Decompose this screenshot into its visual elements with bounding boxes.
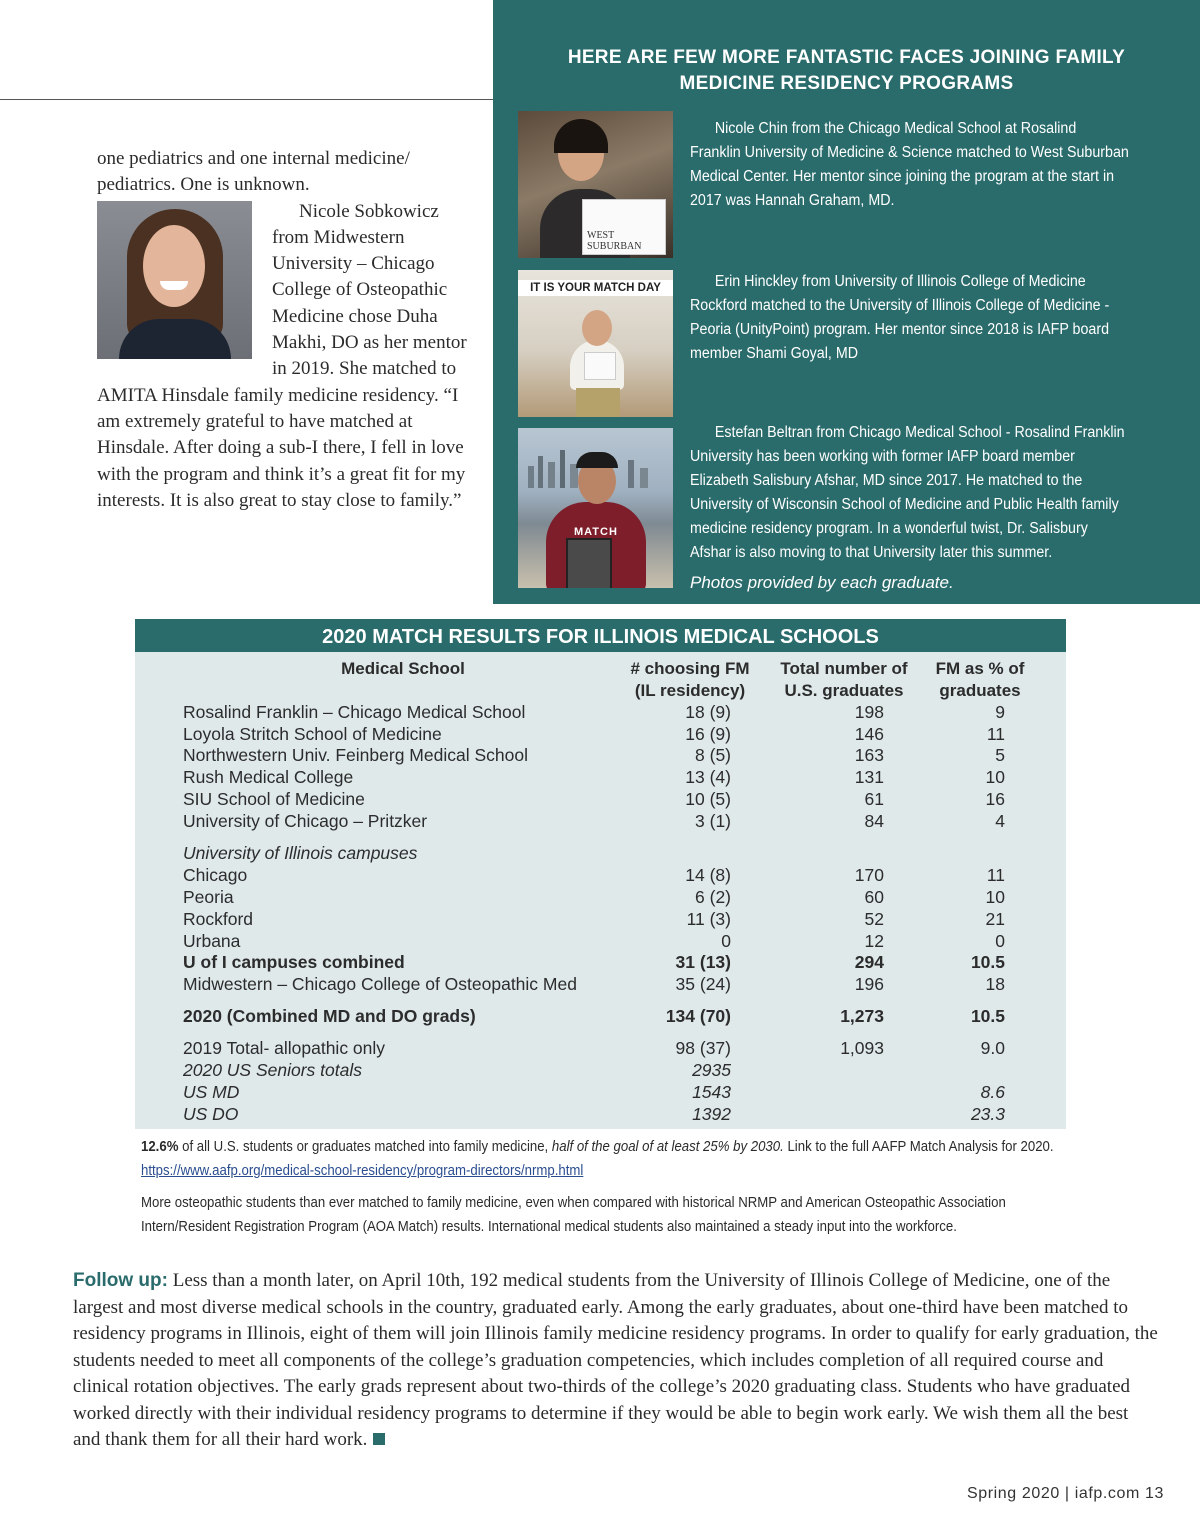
table-row-total: 2020 (Combined MD and DO grads) 134 (70) 1,273 10.5: [183, 1006, 1005, 1026]
left-para-1: one pediatrics and one internal medicine/ pediatrics. One is unknown.: [97, 148, 410, 196]
note-match-percent: 12.6% of all U.S. students or graduates matched into family medicine, half of the goal of at least 25% by 2030. Link to the full AAFP Match Analysis for 2020. https://www.aafp.org/medical-school-residency/program-directors/nrmp.html: [141, 1138, 1054, 1179]
table-row: US MD 1543 8.6: [183, 1082, 1005, 1102]
table-row: Rockford 11 (3) 52 21: [183, 909, 1005, 929]
table-row: University of Chicago – Pritzker 3 (1) 84 4: [183, 811, 1005, 831]
profile-erin-hinckley: Erin Hinckley from University of Illinois College of Medicine Rockford matched to the University of Illinois College of Medicine - Peoria (UnityPoint) program. Her mentor since 2018 is IAFP board member Shami Goyal, MD: [690, 273, 1110, 362]
end-mark-icon: [373, 1433, 385, 1445]
follow-up-paragraph: Follow up: Less than a month later, on April 10th, 192 medical students from the University of Illinois College of Medicine, one of the largest and most diverse medical schools in the country, graduated early. Among the early graduates, about one-third have been matched to residency programs in Illinois, eight of them will join Illinois family medicine residency programs. In order to qualify for early graduation, the students needed to meet all components of the college’s graduation competencies, which includes completion of all required course and clinical rotation objectives. The early grads represent about two-thirds of the college’s 2020 graduating class. Students who have graduated worked directly with their individual residency programs to determine if they would be able to begin work early. We wish them all the best and thank them for all their hard work.: [73, 1270, 1158, 1450]
table-row: Midwestern – Chicago College of Osteopathic Med 35 (24) 196 18: [183, 974, 1005, 994]
table-row-subheading: University of Illinois campuses: [183, 843, 418, 863]
left-para-2: Nicole Sobkowicz from Midwestern University – Chicago College of Osteopathic Medicine chose Duha Makhi, DO as her mentor in 2019. She matched to AMITA Hinsdale family medicine residency. “I am extremely grateful to have matched at Hinsdale. After doing a sub-I there, I fell in love with the program and think it’s a great fit for my interests. It is also great to stay close to family.”: [97, 200, 467, 511]
nicole-chin-photo: [518, 111, 673, 258]
profile-nicole-chin: Nicole Chin from the Chicago Medical School at Rosalind Franklin University of Medicine & Science matched to West Suburban Medical Center. Her mentor since joining the program at the start in 2017 was Hannah Graham, MD.: [690, 120, 1129, 209]
col-header-pct: FM as % of graduates: [935, 659, 1025, 700]
table-row: Chicago 14 (8) 170 11: [183, 865, 1005, 885]
col-header-total: Total number of U.S. graduates: [780, 659, 908, 700]
table-row: Rush Medical College 13 (4) 131 10: [183, 767, 1005, 787]
table-row: Northwestern Univ. Feinberg Medical School 8 (5) 163 5: [183, 745, 1005, 765]
left-column: [97, 146, 471, 514]
table-row: 2019 Total- allopathic only 98 (37) 1,093 9.0: [183, 1038, 1005, 1058]
table-row: 2020 US Seniors totals 2935: [183, 1060, 731, 1080]
col-header-school: Medical School: [341, 659, 465, 678]
profile-estefan-beltran: Estefan Beltran from Chicago Medical School - Rosalind Franklin University has been working with former IAFP board member Elizabeth Salisbury Afshar, MD since 2017. He matched to the University of Wisconsin School of Medicine and Public Health family medicine residency program. In a wonderful twist, Dr. Salisbury Afshar is also moving to that University later this summer.: [690, 424, 1125, 561]
follow-up-label: Follow up:: [73, 1270, 168, 1291]
page-footer: Spring 2020 | iafp.com 13: [966, 1485, 1164, 1502]
table-row: Rosalind Franklin – Chicago Medical School 18 (9) 198 9: [183, 702, 1005, 722]
erin-hinckley-photo: [518, 270, 673, 417]
panel-title: HERE ARE FEW MORE FANTASTIC FACES JOINING FAMILY MEDICINE RESIDENCY PROGRAMS: [567, 47, 1126, 94]
header-rule: [0, 99, 493, 100]
photo-credit: Photos provided by each graduate.: [690, 573, 954, 592]
table-row: US DO 1392 23.3: [183, 1104, 1005, 1124]
sign-text: WEST SUBURBAN: [587, 230, 642, 252]
nicole-sobkowicz-photo: [97, 201, 252, 359]
table-row: SIU School of Medicine 10 (5) 61 16: [183, 789, 1005, 809]
table-row: Peoria 6 (2) 60 10: [183, 887, 1005, 907]
match-day-banner: IT IS YOUR MATCH DAY: [518, 280, 673, 296]
estefan-beltran-photo: [518, 428, 673, 588]
table-row: Urbana 0 12 0: [183, 931, 1005, 951]
match-results-table: [135, 619, 1066, 1129]
note-osteopathic: More osteopathic students than ever matched to family medicine, even when compared with historical NRMP and American Osteopathic Association Intern/Resident Registration Program (AOA Match) results. International medical students also maintained a steady input into the workforce.: [141, 1194, 1006, 1235]
table-row-subtotal: U of I campuses combined 31 (13) 294 10.5: [183, 952, 1005, 972]
match-shirt-text: MATCH: [574, 526, 618, 538]
col-header-fm: # choosing FM (IL residency): [630, 659, 750, 700]
faces-panel: [493, 0, 1200, 604]
aafp-match-link[interactable]: https://www.aafp.org/medical-school-residency/program-directors/nrmp.html: [141, 1162, 584, 1179]
table-row: Loyola Stritch School of Medicine 16 (9) 146 11: [183, 724, 1005, 744]
table-title: 2020 MATCH RESULTS FOR ILLINOIS MEDICAL SCHOOLS: [135, 619, 1066, 652]
